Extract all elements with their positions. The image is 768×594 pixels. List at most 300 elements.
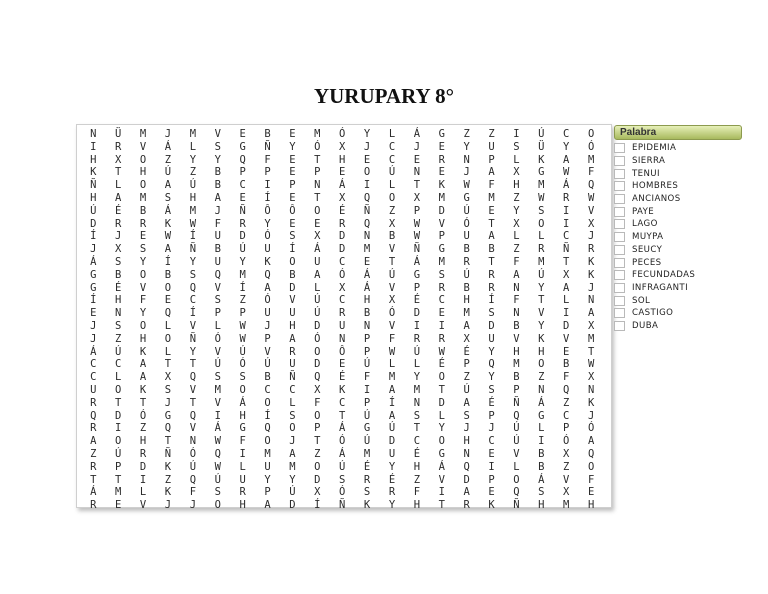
grid-cell[interactable]: S xyxy=(164,191,172,204)
grid-cell[interactable]: Á xyxy=(339,422,346,435)
grid-cell[interactable]: S xyxy=(463,409,471,422)
grid-cell[interactable]: S xyxy=(239,371,247,384)
grid-cell[interactable]: Á xyxy=(538,396,545,409)
grid-cell[interactable]: H xyxy=(139,435,147,448)
grid-cell[interactable]: T xyxy=(587,345,595,358)
grid-cell[interactable]: T xyxy=(413,422,421,435)
grid-cell[interactable]: S xyxy=(214,140,222,153)
grid-cell[interactable]: E xyxy=(289,191,296,204)
grid-cell[interactable]: D xyxy=(488,319,495,332)
grid-cell[interactable]: Ú xyxy=(363,435,371,448)
grid-cell[interactable]: H xyxy=(513,345,520,358)
grid-cell[interactable]: K xyxy=(164,460,172,473)
grid-cell[interactable]: Ú xyxy=(413,345,421,358)
grid-cell[interactable]: D xyxy=(388,435,396,448)
grid-cell[interactable]: G xyxy=(239,422,247,435)
grid-cell[interactable]: E xyxy=(115,499,122,512)
grid-cell[interactable]: Z xyxy=(90,447,97,460)
grid-cell[interactable]: Ó xyxy=(587,140,595,153)
grid-cell[interactable]: K xyxy=(438,179,446,192)
grid-cell[interactable]: P xyxy=(563,422,570,435)
grid-cell[interactable]: V xyxy=(214,345,222,358)
grid-cell[interactable]: C xyxy=(339,294,346,307)
grid-cell[interactable]: K xyxy=(587,268,595,281)
grid-cell[interactable]: P xyxy=(314,422,321,435)
grid-cell[interactable]: X xyxy=(339,140,346,153)
grid-cell[interactable]: P xyxy=(214,307,222,320)
grid-cell[interactable]: Y xyxy=(189,153,197,166)
grid-cell[interactable]: A xyxy=(139,371,147,384)
grid-cell[interactable]: V xyxy=(139,281,147,294)
grid-cell[interactable]: U xyxy=(388,447,396,460)
grid-cell[interactable]: I xyxy=(513,128,520,140)
grid-cell[interactable]: Y xyxy=(413,371,421,384)
grid-cell[interactable]: X xyxy=(513,217,520,230)
grid-cell[interactable]: R xyxy=(239,486,247,499)
grid-cell[interactable]: F xyxy=(513,255,520,268)
grid-cell[interactable]: O xyxy=(139,268,147,281)
grid-cell[interactable]: E xyxy=(438,140,446,153)
grid-cell[interactable]: Ú xyxy=(463,268,471,281)
grid-cell[interactable]: O xyxy=(289,422,296,435)
grid-cell[interactable]: L xyxy=(438,409,446,422)
grid-cell[interactable]: Ô xyxy=(339,345,346,358)
grid-cell[interactable]: Ñ xyxy=(363,204,371,217)
grid-cell[interactable]: B xyxy=(214,179,222,192)
grid-cell[interactable]: L xyxy=(115,179,122,192)
grid-cell[interactable]: E xyxy=(488,204,495,217)
grid-cell[interactable]: F xyxy=(139,294,147,307)
grid-cell[interactable]: O xyxy=(314,204,321,217)
grid-cell[interactable]: B xyxy=(289,268,296,281)
grid-cell[interactable]: M xyxy=(538,179,545,192)
grid-cell[interactable]: O xyxy=(363,166,371,179)
grid-cell[interactable]: Z xyxy=(413,473,421,486)
grid-cell[interactable]: H xyxy=(339,153,346,166)
grid-cell[interactable]: H xyxy=(139,166,147,179)
grid-cell[interactable]: B xyxy=(214,166,222,179)
grid-cell[interactable]: H xyxy=(463,435,471,448)
grid-cell[interactable]: C xyxy=(339,396,346,409)
word-checkbox[interactable] xyxy=(614,283,625,293)
grid-cell[interactable]: N xyxy=(115,307,122,320)
grid-cell[interactable]: B xyxy=(139,204,147,217)
grid-cell[interactable]: B xyxy=(264,371,271,384)
word-checkbox[interactable] xyxy=(614,232,625,242)
grid-cell[interactable]: T xyxy=(488,255,495,268)
word-item[interactable] xyxy=(614,193,742,206)
grid-cell[interactable]: Í xyxy=(90,294,97,307)
grid-cell[interactable]: M xyxy=(363,243,371,256)
grid-cell[interactable]: D xyxy=(90,217,97,230)
grid-cell[interactable]: Q xyxy=(214,447,222,460)
grid-cell[interactable]: M xyxy=(413,383,421,396)
grid-cell[interactable]: W xyxy=(587,191,595,204)
grid-cell[interactable]: T xyxy=(438,383,446,396)
grid-cell[interactable]: D xyxy=(314,319,321,332)
grid-cell[interactable]: B xyxy=(488,243,495,256)
grid-cell[interactable]: C xyxy=(563,230,570,243)
grid-cell[interactable]: J xyxy=(463,166,471,179)
grid-cell[interactable]: Í xyxy=(488,294,495,307)
grid-cell[interactable]: T xyxy=(314,191,321,204)
grid-cell[interactable]: Á xyxy=(239,396,247,409)
word-item[interactable] xyxy=(614,256,742,269)
grid-cell[interactable]: G xyxy=(438,243,446,256)
grid-cell[interactable]: A xyxy=(463,319,471,332)
grid-cell[interactable]: N xyxy=(90,128,97,140)
grid-cell[interactable]: B xyxy=(463,243,471,256)
grid-cell[interactable]: L xyxy=(189,140,197,153)
grid-cell[interactable]: Á xyxy=(339,447,346,460)
grid-cell[interactable]: É xyxy=(115,281,122,294)
grid-cell[interactable]: Ñ xyxy=(189,243,197,256)
grid-cell[interactable]: M xyxy=(139,128,147,140)
grid-cell[interactable]: Ú xyxy=(339,460,346,473)
grid-cell[interactable]: Y xyxy=(239,255,247,268)
grid-cell[interactable]: O xyxy=(139,319,147,332)
grid-cell[interactable]: E xyxy=(413,153,421,166)
grid-cell[interactable]: M xyxy=(314,128,321,140)
grid-cell[interactable]: D xyxy=(139,460,147,473)
grid-cell[interactable]: H xyxy=(513,179,520,192)
grid-cell[interactable]: Ñ xyxy=(264,140,271,153)
grid-cell[interactable]: P xyxy=(413,204,421,217)
grid-cell[interactable]: F xyxy=(239,435,247,448)
grid-cell[interactable]: Á xyxy=(438,460,446,473)
grid-cell[interactable]: Ú xyxy=(115,345,122,358)
grid-cell[interactable]: B xyxy=(115,268,122,281)
grid-cell[interactable]: X xyxy=(388,217,396,230)
grid-cell[interactable]: Z xyxy=(463,371,471,384)
grid-cell[interactable]: R xyxy=(463,499,471,512)
grid-cell[interactable]: Y xyxy=(463,140,471,153)
word-item[interactable] xyxy=(614,218,742,231)
grid-cell[interactable]: T xyxy=(438,499,446,512)
grid-cell[interactable]: L xyxy=(538,422,545,435)
grid-cell[interactable]: B xyxy=(513,371,520,384)
grid-cell[interactable]: V xyxy=(388,281,396,294)
grid-cell[interactable]: I xyxy=(438,486,446,499)
word-item[interactable] xyxy=(614,244,742,257)
grid-cell[interactable]: X xyxy=(115,153,122,166)
grid-cell[interactable]: D xyxy=(438,396,446,409)
grid-cell[interactable]: E xyxy=(314,217,321,230)
grid-cell[interactable]: I xyxy=(563,217,570,230)
grid-cell[interactable]: V xyxy=(563,332,570,345)
grid-cell[interactable]: Z xyxy=(139,422,147,435)
grid-cell[interactable]: M xyxy=(563,499,570,512)
grid-cell[interactable]: S xyxy=(214,486,222,499)
grid-cell[interactable]: W xyxy=(413,217,421,230)
grid-cell[interactable]: S xyxy=(413,409,421,422)
grid-cell[interactable]: L xyxy=(388,179,396,192)
grid-cell[interactable]: Q xyxy=(189,473,197,486)
word-checkbox[interactable] xyxy=(614,258,625,268)
grid-cell[interactable]: U xyxy=(314,255,321,268)
grid-cell[interactable]: D xyxy=(339,243,346,256)
grid-cell[interactable]: H xyxy=(139,332,147,345)
grid-cell[interactable]: N xyxy=(513,307,520,320)
grid-cell[interactable]: P xyxy=(413,281,421,294)
grid-cell[interactable]: O xyxy=(239,383,247,396)
grid-cell[interactable]: Í xyxy=(264,409,271,422)
word-checkbox[interactable] xyxy=(614,308,625,318)
grid-cell[interactable]: W xyxy=(538,191,545,204)
grid-cell[interactable]: R xyxy=(339,307,346,320)
grid-cell[interactable]: P xyxy=(239,166,247,179)
grid-cell[interactable]: H xyxy=(90,191,97,204)
grid-cell[interactable]: K xyxy=(139,383,147,396)
grid-cell[interactable]: É xyxy=(488,396,495,409)
word-checkbox[interactable] xyxy=(614,245,625,255)
grid-cell[interactable]: N xyxy=(513,281,520,294)
grid-cell[interactable]: L xyxy=(513,230,520,243)
grid-cell[interactable]: X xyxy=(587,319,595,332)
grid-cell[interactable]: É xyxy=(115,204,122,217)
grid-cell[interactable]: X xyxy=(339,191,346,204)
grid-cell[interactable]: T xyxy=(164,358,172,371)
grid-cell[interactable]: Á xyxy=(164,140,172,153)
grid-cell[interactable]: V xyxy=(289,294,296,307)
grid-cell[interactable]: Ú xyxy=(463,204,471,217)
grid-cell[interactable]: V xyxy=(189,383,197,396)
grid-cell[interactable]: Ú xyxy=(164,166,172,179)
grid-cell[interactable]: C xyxy=(189,294,197,307)
grid-cell[interactable]: Ñ xyxy=(90,179,97,192)
grid-cell[interactable]: N xyxy=(463,447,471,460)
grid-cell[interactable]: E xyxy=(289,166,296,179)
grid-cell[interactable]: Z xyxy=(189,166,197,179)
grid-cell[interactable]: Ú xyxy=(388,422,396,435)
grid-cell[interactable]: U xyxy=(214,230,222,243)
grid-cell[interactable]: Í xyxy=(239,281,247,294)
grid-cell[interactable]: P xyxy=(239,307,247,320)
grid-cell[interactable]: Y xyxy=(189,255,197,268)
grid-cell[interactable]: Ú xyxy=(538,128,545,140)
grid-cell[interactable]: E xyxy=(438,166,446,179)
grid-cell[interactable]: L xyxy=(563,294,570,307)
grid-cell[interactable]: J xyxy=(164,396,172,409)
grid-cell[interactable]: É xyxy=(388,473,396,486)
grid-cell[interactable]: S xyxy=(214,371,222,384)
grid-cell[interactable]: X xyxy=(314,486,321,499)
grid-cell[interactable]: F xyxy=(587,166,595,179)
grid-cell[interactable]: E xyxy=(164,294,172,307)
grid-cell[interactable]: J xyxy=(289,435,296,448)
grid-cell[interactable]: Á xyxy=(339,179,346,192)
grid-cell[interactable]: O xyxy=(438,435,446,448)
grid-cell[interactable]: T xyxy=(339,409,346,422)
grid-cell[interactable]: J xyxy=(164,499,172,512)
grid-cell[interactable]: T xyxy=(139,396,147,409)
grid-cell[interactable]: M xyxy=(513,358,520,371)
grid-cell[interactable]: L xyxy=(139,486,147,499)
grid-cell[interactable]: O xyxy=(164,281,172,294)
grid-cell[interactable]: Ñ xyxy=(164,447,172,460)
grid-cell[interactable]: H xyxy=(538,345,545,358)
grid-cell[interactable]: X xyxy=(587,217,595,230)
grid-cell[interactable]: O xyxy=(513,473,520,486)
grid-cell[interactable]: E xyxy=(289,217,296,230)
grid-cell[interactable]: D xyxy=(289,281,296,294)
grid-cell[interactable]: Q xyxy=(239,153,247,166)
grid-cell[interactable]: K xyxy=(538,332,545,345)
grid-cell[interactable]: A xyxy=(463,396,471,409)
grid-cell[interactable]: K xyxy=(139,345,147,358)
grid-cell[interactable]: Í xyxy=(164,255,172,268)
grid-cell[interactable]: M xyxy=(189,128,197,140)
grid-cell[interactable]: U xyxy=(289,358,296,371)
grid-cell[interactable]: Ô xyxy=(264,204,271,217)
grid-cell[interactable]: Z xyxy=(488,128,495,140)
grid-cell[interactable]: I xyxy=(413,319,421,332)
grid-cell[interactable]: T xyxy=(90,473,97,486)
grid-cell[interactable]: Ú xyxy=(214,473,222,486)
grid-cell[interactable]: H xyxy=(239,409,247,422)
grid-cell[interactable]: E xyxy=(289,153,296,166)
word-item[interactable] xyxy=(614,155,742,168)
grid-cell[interactable]: Ú xyxy=(388,166,396,179)
grid-cell[interactable]: R xyxy=(438,153,446,166)
grid-cell[interactable]: C xyxy=(264,383,271,396)
grid-cell[interactable]: Z xyxy=(164,473,172,486)
grid-cell[interactable]: A xyxy=(214,191,222,204)
grid-cell[interactable]: H xyxy=(463,294,471,307)
word-item[interactable] xyxy=(614,167,742,180)
grid-cell[interactable]: X xyxy=(388,294,396,307)
grid-cell[interactable]: Á xyxy=(164,204,172,217)
grid-cell[interactable]: B xyxy=(214,243,222,256)
grid-cell[interactable]: D xyxy=(413,307,421,320)
grid-cell[interactable]: Ü xyxy=(115,128,122,140)
grid-cell[interactable]: Í xyxy=(189,230,197,243)
grid-cell[interactable]: F xyxy=(413,486,421,499)
grid-cell[interactable]: E xyxy=(339,358,346,371)
word-item[interactable] xyxy=(614,320,742,333)
grid-cell[interactable]: Ú xyxy=(513,422,520,435)
grid-cell[interactable]: H xyxy=(115,294,122,307)
grid-cell[interactable]: P xyxy=(264,332,271,345)
grid-cell[interactable]: T xyxy=(115,473,122,486)
grid-cell[interactable]: O xyxy=(438,371,446,384)
grid-cell[interactable]: I xyxy=(438,319,446,332)
grid-cell[interactable]: L xyxy=(388,128,396,140)
grid-cell[interactable]: Y xyxy=(139,307,147,320)
grid-cell[interactable]: K xyxy=(587,396,595,409)
grid-cell[interactable]: W xyxy=(239,319,247,332)
grid-cell[interactable]: Y xyxy=(289,473,296,486)
grid-cell[interactable]: P xyxy=(488,473,495,486)
grid-cell[interactable]: Q xyxy=(587,447,595,460)
grid-cell[interactable]: A xyxy=(139,358,147,371)
grid-cell[interactable]: Í xyxy=(289,243,296,256)
grid-cell[interactable]: E xyxy=(488,447,495,460)
grid-cell[interactable]: L xyxy=(513,460,520,473)
grid-cell[interactable]: R xyxy=(363,473,371,486)
grid-cell[interactable]: I xyxy=(139,473,147,486)
grid-cell[interactable]: I xyxy=(214,409,222,422)
grid-cell[interactable]: P xyxy=(264,166,271,179)
grid-cell[interactable]: Z xyxy=(463,128,471,140)
grid-cell[interactable]: U xyxy=(214,255,222,268)
grid-cell[interactable]: P xyxy=(513,383,520,396)
grid-cell[interactable]: J xyxy=(413,140,421,153)
grid-cell[interactable]: Í xyxy=(90,230,97,243)
grid-cell[interactable]: Á xyxy=(538,473,545,486)
grid-cell[interactable]: A xyxy=(264,499,271,512)
word-checkbox[interactable] xyxy=(614,194,625,204)
grid-cell[interactable]: T xyxy=(314,153,321,166)
grid-cell[interactable]: R xyxy=(339,217,346,230)
grid-cell[interactable]: Y xyxy=(488,345,495,358)
grid-cell[interactable]: O xyxy=(115,435,122,448)
grid-cell[interactable]: K xyxy=(164,486,172,499)
grid-cell[interactable]: B xyxy=(164,268,172,281)
grid-cell[interactable]: V xyxy=(214,396,222,409)
grid-cell[interactable]: R xyxy=(488,281,495,294)
grid-cell[interactable]: V xyxy=(388,319,396,332)
grid-cell[interactable]: V xyxy=(214,281,222,294)
grid-cell[interactable]: O xyxy=(115,383,122,396)
grid-cell[interactable]: X xyxy=(115,243,122,256)
grid-cell[interactable]: A xyxy=(289,332,296,345)
grid-cell[interactable]: Ó xyxy=(463,217,471,230)
grid-cell[interactable]: Ú xyxy=(538,268,545,281)
grid-cell[interactable]: W xyxy=(388,345,396,358)
grid-cell[interactable]: Y xyxy=(563,140,570,153)
grid-cell[interactable]: J xyxy=(463,422,471,435)
grid-cell[interactable]: S xyxy=(488,307,495,320)
grid-cell[interactable]: F xyxy=(513,294,520,307)
grid-cell[interactable]: T xyxy=(115,166,122,179)
grid-cell[interactable]: A xyxy=(164,179,172,192)
grid-cell[interactable]: D xyxy=(563,319,570,332)
grid-cell[interactable]: F xyxy=(264,153,271,166)
grid-cell[interactable]: Q xyxy=(463,460,471,473)
grid-cell[interactable]: V xyxy=(438,217,446,230)
letter-grid[interactable] xyxy=(81,128,604,512)
grid-cell[interactable]: W xyxy=(164,230,172,243)
grid-cell[interactable]: I xyxy=(90,140,97,153)
grid-cell[interactable]: Ñ xyxy=(413,243,421,256)
grid-cell[interactable]: Ú xyxy=(289,486,296,499)
grid-cell[interactable]: E xyxy=(587,486,595,499)
grid-cell[interactable]: V xyxy=(139,140,147,153)
grid-cell[interactable]: X xyxy=(314,230,321,243)
grid-cell[interactable]: U xyxy=(339,319,346,332)
word-checkbox[interactable] xyxy=(614,270,625,280)
grid-cell[interactable]: J xyxy=(587,409,595,422)
grid-cell[interactable]: D xyxy=(115,409,122,422)
grid-cell[interactable]: N xyxy=(587,383,595,396)
grid-cell[interactable]: É xyxy=(438,358,446,371)
grid-cell[interactable]: R xyxy=(289,345,296,358)
grid-cell[interactable]: V xyxy=(538,307,545,320)
grid-cell[interactable]: R xyxy=(90,396,97,409)
grid-cell[interactable]: Q xyxy=(189,409,197,422)
grid-cell[interactable]: S xyxy=(115,255,122,268)
grid-cell[interactable]: E xyxy=(438,307,446,320)
grid-cell[interactable]: D xyxy=(289,499,296,512)
grid-cell[interactable]: D xyxy=(239,230,247,243)
grid-cell[interactable]: S xyxy=(538,486,545,499)
grid-cell[interactable]: U xyxy=(90,383,97,396)
grid-cell[interactable]: A xyxy=(587,435,595,448)
grid-cell[interactable]: W xyxy=(239,332,247,345)
grid-cell[interactable]: X xyxy=(513,166,520,179)
grid-cell[interactable]: N xyxy=(189,435,197,448)
